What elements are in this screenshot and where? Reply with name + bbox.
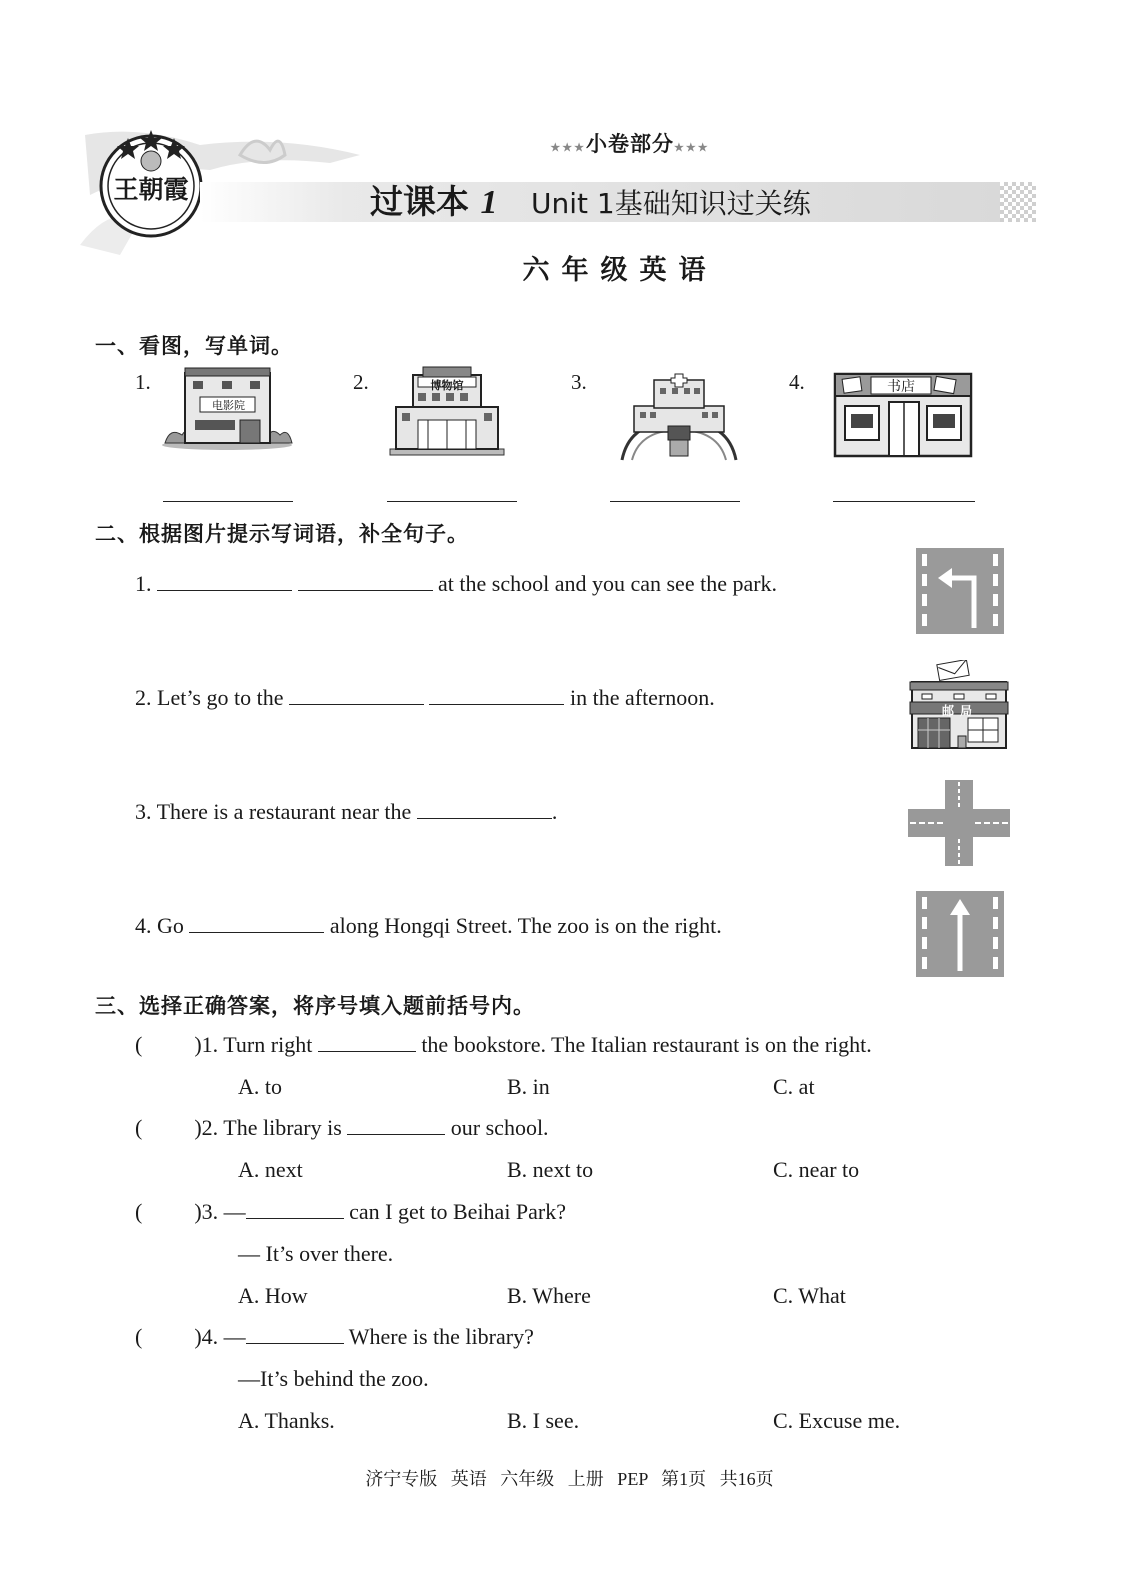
part3-q2-option-b: B. next to <box>507 1157 594 1182</box>
part3-q2-option-a: A. next <box>238 1157 303 1182</box>
part3-q1-option-c: C. at <box>773 1074 815 1099</box>
logo-text: 王朝霞 <box>113 175 189 204</box>
part1-item2-number: 2. <box>353 370 369 394</box>
part1-answer1-field[interactable] <box>163 500 293 502</box>
page-footer: 济宁专版 英语 六年级 上册 PEP 第1页 共16页 <box>365 1469 774 1489</box>
answer-bracket-open[interactable]: ( <box>135 1199 143 1224</box>
part1-answer3-field[interactable] <box>610 500 740 502</box>
part3-q1-blank <box>318 1033 416 1052</box>
part3-q3-option-a: A. How <box>238 1283 308 1308</box>
page-subtitle: 六年级英语 <box>522 255 718 286</box>
part1-answer2-field[interactable] <box>387 500 517 502</box>
title-band-checker <box>1000 182 1036 222</box>
part3-q1-option-a: A. to <box>238 1074 282 1099</box>
page-title: 过课本 1 Unit 1基础知识过关练 <box>370 182 811 221</box>
part3-q1-option-b: B. in <box>507 1074 550 1099</box>
answer-bracket-open[interactable]: ( <box>135 1324 143 1349</box>
part3-q2-option-c: C. near to <box>773 1157 860 1182</box>
part3-q4-response: —It’s behind the zoo. <box>238 1366 429 1391</box>
part3-q4-option-a: A. Thanks. <box>238 1408 335 1433</box>
part3-q2-blank <box>347 1116 445 1135</box>
part3-q4-blank <box>246 1325 344 1344</box>
bookstore-sign: 书店 <box>887 379 915 395</box>
part1-item1-number: 1. <box>135 370 151 394</box>
part2-q2-blank2[interactable] <box>429 686 564 705</box>
part3-q3-option-b: B. Where <box>507 1283 591 1308</box>
museum-sign: 博物馆 <box>430 379 464 392</box>
post-office-sign: 邮局 <box>941 704 978 718</box>
part1-item4-number: 4. <box>789 370 805 394</box>
part2-q3: 3. There is a restaurant near the . <box>135 799 558 824</box>
crossing-icon <box>908 780 1010 866</box>
part2-q4: 4. Go along Hongqi Street. The zoo is on the right. <box>135 913 722 938</box>
hospital-icon <box>620 370 738 462</box>
part3-q1: ( )1. Turn right the bookstore. The Italian restaurant is on the right. <box>135 1032 872 1057</box>
part2-q4-blank1[interactable] <box>189 914 324 933</box>
part3-q4-option-c: C. Excuse me. <box>773 1408 901 1433</box>
part3-heading: 三、选择正确答案，将序号填入题前括号内。 <box>95 994 535 1018</box>
part3-q3-option-c: C. What <box>773 1283 846 1308</box>
part2-heading: 二、根据图片提示写词语，补全句子。 <box>95 522 469 546</box>
part1-item3-number: 3. <box>571 370 587 394</box>
part2-q2: 2. Let’s go to the in the afternoon. <box>135 685 715 710</box>
part3-q3: ( )3. — can I get to Beihai Park? <box>135 1199 567 1224</box>
part3-q3-blank <box>246 1200 344 1219</box>
part3-q3-response: — It’s over there. <box>238 1241 394 1266</box>
part2-q2-blank1[interactable] <box>289 686 424 705</box>
section-tag: ★★★小卷部分★★★ <box>550 131 710 156</box>
part3-q4: ( )4. — Where is the library? <box>135 1324 534 1349</box>
part2-q3-blank1[interactable] <box>417 800 552 819</box>
part1-heading: 一、看图，写单词。 <box>95 334 293 358</box>
part3-q2: ( )2. The library is our school. <box>135 1115 549 1140</box>
answer-bracket-open[interactable]: ( <box>135 1032 143 1057</box>
go-straight-sign-icon <box>916 891 1004 977</box>
part2-q1-blank2[interactable] <box>298 572 433 591</box>
part3-q4-option-b: B. I see. <box>507 1408 580 1433</box>
part1-answer4-field[interactable] <box>833 500 975 502</box>
part2-q1-blank1[interactable] <box>157 572 292 591</box>
answer-bracket-open[interactable]: ( <box>135 1115 143 1140</box>
cinema-sign: 电影院 <box>212 399 245 412</box>
turn-left-sign-icon <box>916 548 1004 634</box>
part2-q1: 1. at the school and you can see the park. <box>135 571 778 596</box>
